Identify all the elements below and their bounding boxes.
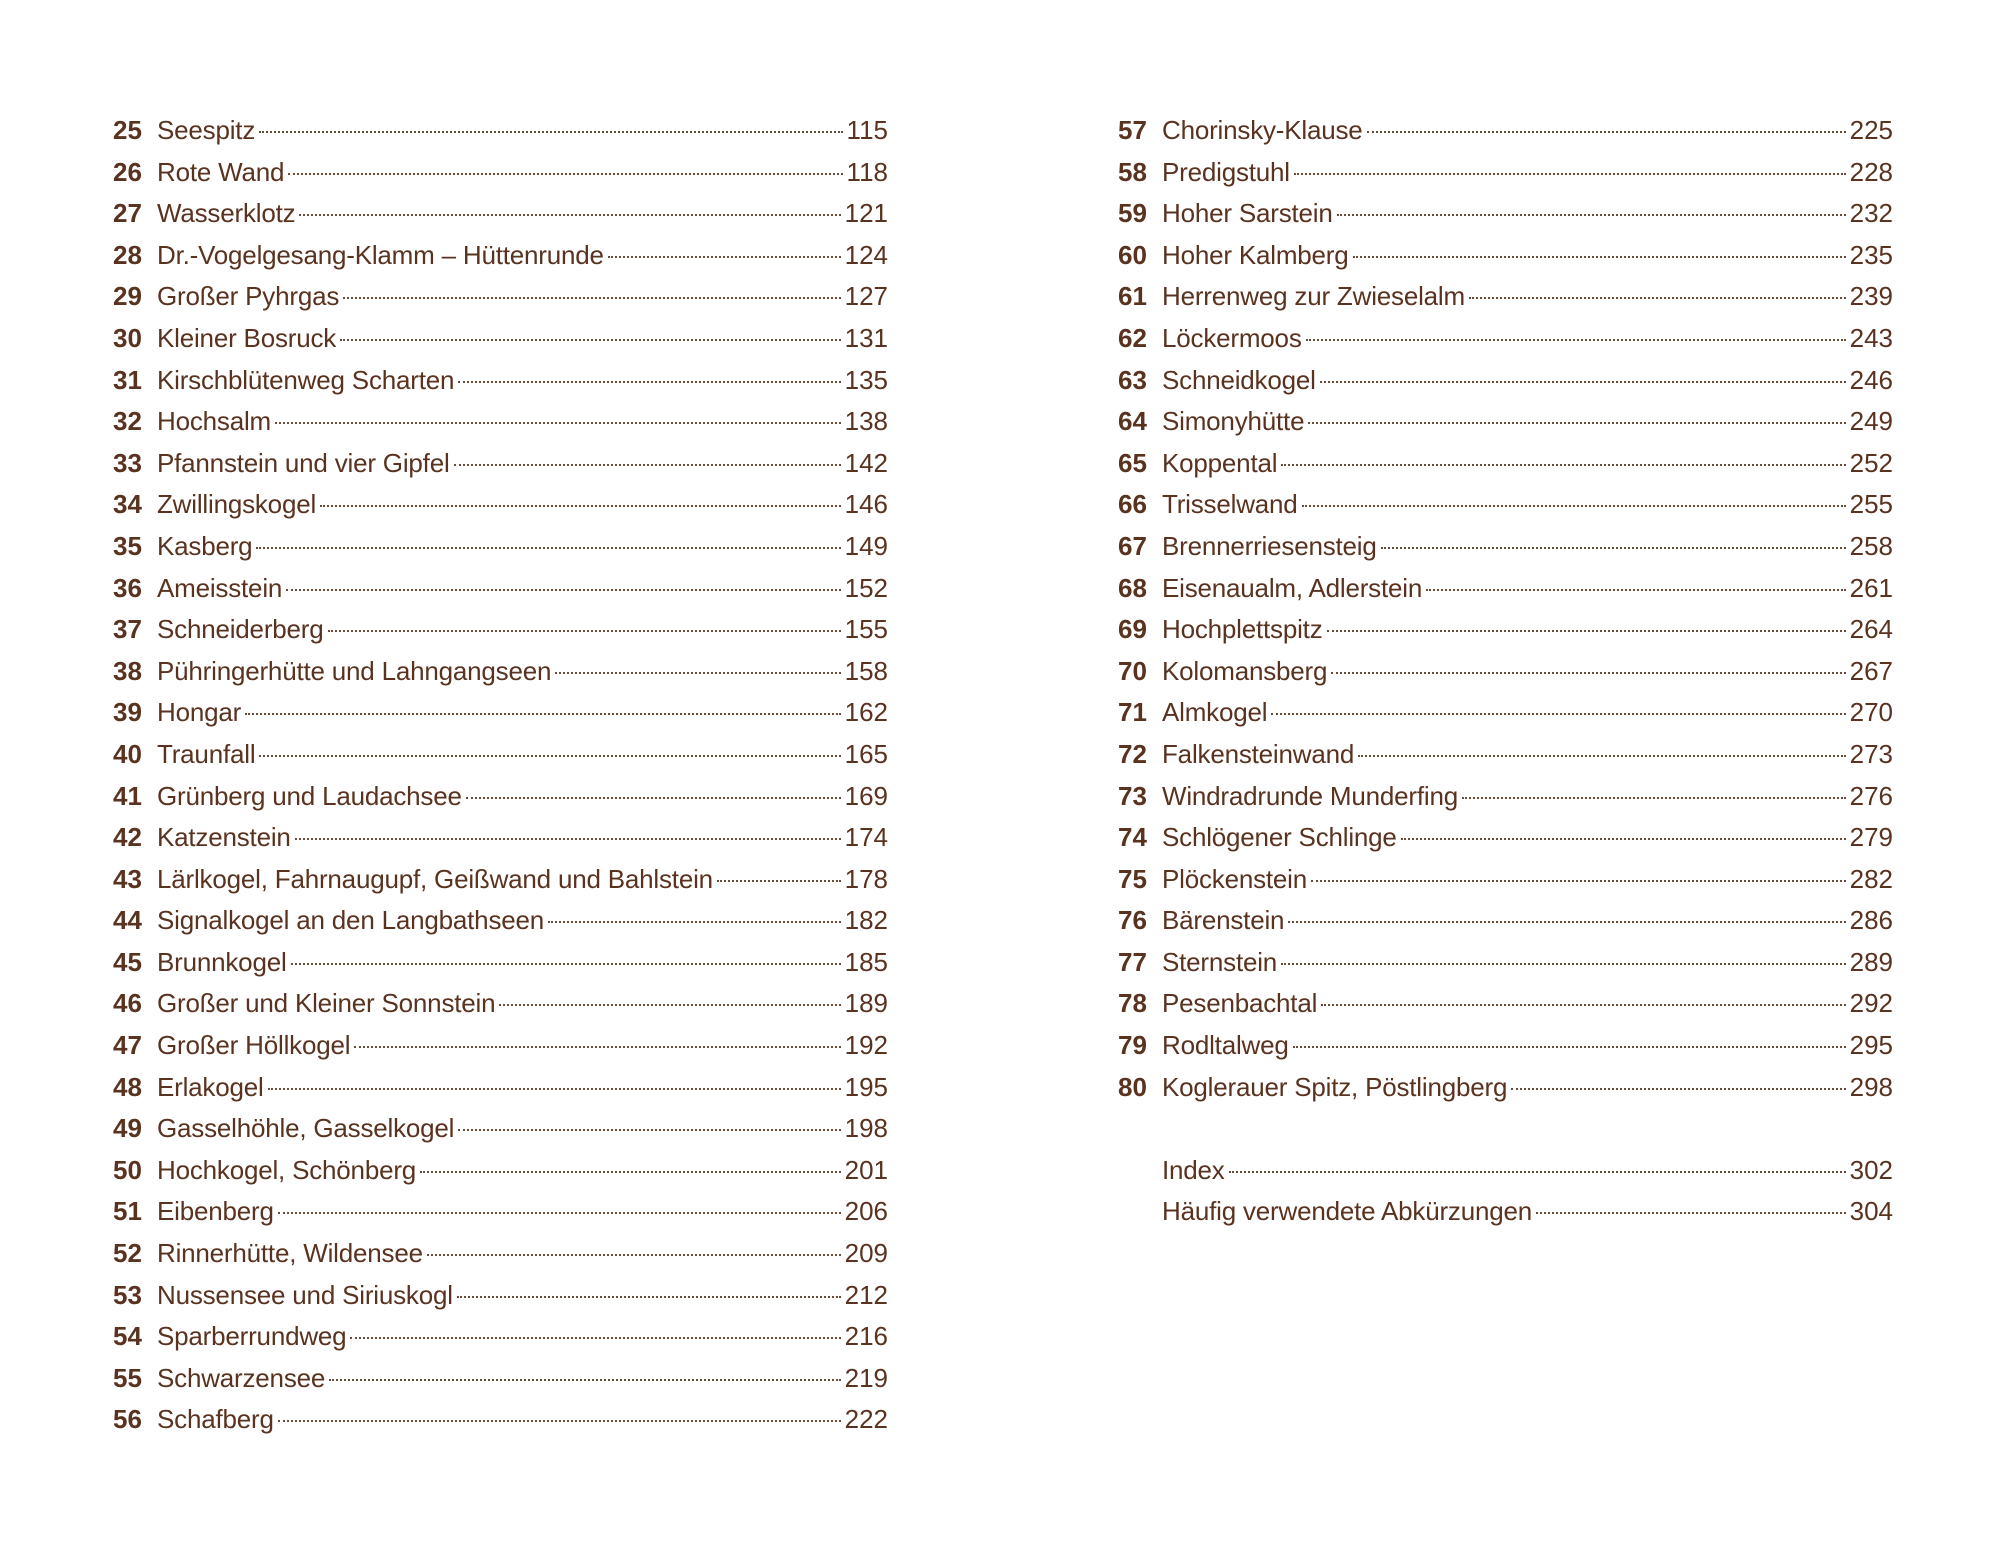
toc-entry[interactable] [113,401,888,443]
dot-leader [1469,297,1846,299]
entry-title: Brunnkogel [157,946,287,977]
dot-leader [420,1171,841,1173]
dot-leader [1337,214,1846,216]
entry-page-number: 228 [1849,156,1893,187]
entry-title: Falkensteinwand [1162,738,1355,769]
entry-number: 43 [113,863,142,894]
entry-number: 26 [113,156,142,187]
dot-leader [340,339,841,341]
entry-page-number: 178 [844,863,888,894]
toc-entry[interactable] [113,443,888,485]
toc-entry[interactable] [1118,276,1893,318]
entry-page-number: 209 [844,1238,888,1269]
entry-title: Hochkogel, Schönberg [157,1154,417,1185]
entry-number: 61 [1118,281,1147,312]
dot-leader [256,547,840,549]
toc-entry[interactable] [113,776,888,818]
dot-leader [555,672,840,674]
entry-number: 60 [1118,239,1147,270]
dot-leader [288,173,842,175]
toc-entry[interactable] [113,568,888,610]
entry-number: 50 [113,1154,142,1185]
entry-title: Koppental [1162,447,1278,478]
entry-number: 69 [1118,614,1147,645]
entry-number: 77 [1118,946,1147,977]
entry-title: Trisselwand [1162,489,1298,520]
toc-column-left [113,110,888,1441]
entry-number: 27 [113,198,142,229]
toc-entry[interactable] [113,526,888,568]
entry-number: 79 [1118,1030,1147,1061]
dot-leader [1288,921,1845,923]
dot-leader [329,1379,840,1381]
entry-page-number: 118 [846,156,888,187]
dot-leader [1353,256,1846,258]
toc-entry[interactable] [1118,734,1893,776]
entry-page-number: 162 [844,697,888,728]
entry-title: Kasberg [157,530,253,561]
entry-page-number: 121 [844,198,888,229]
entry-title: Eibenberg [157,1196,274,1227]
entry-number: 71 [1118,697,1147,728]
dot-leader [275,422,841,424]
entry-number: 59 [1118,198,1147,229]
entry-title: Index [1162,1154,1225,1185]
toc-entry[interactable] [113,276,888,318]
entry-number: 44 [113,905,142,936]
toc-appendix-entry[interactable] [1118,1150,1893,1192]
entry-page-number: 146 [844,489,888,520]
toc-entry[interactable] [113,1150,888,1192]
toc-entry[interactable] [113,1067,888,1109]
entry-title: Schlögener Schlinge [1162,822,1397,853]
toc-appendix-entry[interactable] [1118,1191,1893,1233]
entry-title: Seespitz [157,115,256,145]
entry-number: 49 [113,1113,142,1144]
entry-number: 53 [113,1279,142,1310]
entry-page-number: 142 [844,447,888,478]
entry-page-number: 295 [1849,1030,1893,1061]
dot-leader [458,381,840,383]
entry-title: Pesenbachtal [1162,988,1318,1019]
entry-number: 52 [113,1238,142,1269]
entry-title: Hochsalm [157,406,271,437]
entry-page-number: 149 [844,530,888,561]
toc-entry[interactable] [1118,401,1893,443]
dot-leader [1536,1212,1846,1214]
entry-title: Lärlkogel, Fahrnaugupf, Geißwand und Bahlstein [157,863,713,894]
entry-page-number: 222 [844,1404,888,1435]
entry-title: Katzenstein [157,822,291,853]
entry-title: Grünberg und Laudachsee [157,780,462,811]
entry-number: 58 [1118,156,1147,187]
entry-page-number: 127 [844,281,888,312]
toc-entry[interactable] [113,859,888,901]
dot-leader [1401,838,1846,840]
entry-title: Großer Höllkogel [157,1030,351,1061]
entry-title: Signalkogel an den Langbathseen [157,905,545,936]
entry-title: Traunfall [157,738,256,769]
entry-page-number: 169 [844,780,888,811]
toc-entry[interactable] [1118,360,1893,402]
entry-title: Großer und Kleiner Sonnstein [157,988,496,1019]
toc-entry[interactable] [113,360,888,402]
dot-leader [1358,755,1845,757]
entry-number: 47 [113,1030,142,1061]
entry-title: Wasserklotz [157,198,296,229]
toc-entry[interactable] [1118,859,1893,901]
entry-number: 56 [113,1404,142,1435]
dot-leader [1308,422,1845,424]
dot-leader [268,1088,841,1090]
entry-title: Erlakogel [157,1071,264,1102]
entry-title: Großer Pyhrgas [157,281,340,312]
entry-page-number: 243 [1849,322,1893,353]
entry-number: 65 [1118,447,1147,478]
toc-entry[interactable] [1118,526,1893,568]
dot-leader [328,630,841,632]
dot-leader [1381,547,1846,549]
entry-title: Sparberrundweg [157,1321,347,1352]
entry-title: Hongar [157,697,242,728]
entry-page-number: 279 [1849,822,1893,853]
entry-title: Hoher Sarstein [1162,198,1333,229]
entry-number: 55 [113,1362,142,1393]
toc-entry[interactable] [113,484,888,526]
entry-number: 73 [1118,780,1147,811]
entry-page-number: 185 [844,946,888,977]
entry-page-number: 201 [844,1154,888,1185]
dot-leader [1327,630,1846,632]
toc-entry[interactable] [1118,900,1893,942]
toc-entry[interactable] [113,1275,888,1317]
entry-page-number: 249 [1849,406,1893,437]
entry-title: Schafberg [157,1404,274,1435]
entry-number: 36 [113,572,142,603]
dot-leader [278,1420,841,1422]
entry-page-number: 216 [844,1321,888,1352]
entry-title: Schwarzensee [157,1362,326,1393]
toc-column-right [1118,110,1893,1233]
entry-title: Schneidkogel [1162,364,1316,395]
entry-page-number: 198 [844,1113,888,1144]
entry-page-number: 225 [1849,115,1893,145]
entry-page-number: 273 [1849,738,1893,769]
entry-page-number: 232 [1849,198,1893,229]
toc-entry[interactable] [1118,1067,1893,1109]
dot-leader [457,1296,841,1298]
entry-title: Hoher Kalmberg [1162,239,1349,270]
dot-leader [245,713,841,715]
toc-entry[interactable] [1118,817,1893,859]
dot-leader [299,214,840,216]
dot-leader [548,921,841,923]
entry-title: Schneiderberg [157,614,324,645]
entry-title: Kirschblütenweg Scharten [157,364,455,395]
entry-title: Rote Wand [157,156,285,187]
dot-leader [295,838,841,840]
entry-page-number: 302 [1849,1154,1893,1185]
toc-entry[interactable] [113,900,888,942]
dot-leader [320,505,841,507]
toc-entry[interactable] [113,734,888,776]
toc-entry[interactable] [1118,568,1893,610]
entry-page-number: 235 [1849,239,1893,270]
entry-title: Dr.-Vogelgesang-Klamm – Hüttenrunde [157,239,604,270]
entry-title: Löckermoos [1162,322,1302,353]
entry-page-number: 292 [1849,988,1893,1019]
entry-title: Chorinsky-Klause [1162,115,1363,145]
entry-title: Predigstuhl [1162,156,1290,187]
entry-page-number: 131 [844,322,888,353]
entry-page-number: 155 [844,614,888,645]
entry-number: 57 [1118,115,1147,145]
entry-number: 30 [113,322,142,353]
entry-page-number: 189 [844,988,888,1019]
entry-title: Almkogel [1162,697,1268,728]
dot-leader [1229,1171,1846,1173]
entry-page-number: 206 [844,1196,888,1227]
toc-entry[interactable] [1118,983,1893,1025]
dot-leader [1311,880,1846,882]
entry-title: Gasselhöhle, Gasselkogel [157,1113,455,1144]
spacer [1118,1108,1893,1150]
entry-page-number: 255 [1849,489,1893,520]
toc-entry[interactable] [113,983,888,1025]
entry-number: 33 [113,447,142,478]
toc-entry[interactable] [113,1025,888,1067]
entry-title: Ameisstein [157,572,283,603]
dot-leader [1306,339,1846,341]
entry-number: 76 [1118,905,1147,936]
entry-title: Bärenstein [1162,905,1285,936]
entry-title: Sternstein [1162,946,1278,977]
dot-leader [458,1129,840,1131]
dot-leader [1331,672,1845,674]
entry-title: Brennerriesensteig [1162,530,1377,561]
toc-entry[interactable] [1118,776,1893,818]
entry-page-number: 246 [1849,364,1893,395]
entry-title: Hochplettspitz [1162,614,1323,645]
dot-leader [350,1337,840,1339]
toc-entry[interactable] [1118,443,1893,485]
entry-number: 66 [1118,489,1147,520]
toc-entry[interactable] [113,817,888,859]
entry-number: 41 [113,780,142,811]
dot-leader [1281,464,1845,466]
toc-entry[interactable] [113,110,888,152]
entry-number: 38 [113,655,142,686]
entry-number: 67 [1118,530,1147,561]
entry-page-number: 158 [844,655,888,686]
dot-leader [1462,797,1846,799]
dot-leader [1302,505,1846,507]
entry-number: 34 [113,489,142,520]
toc-entry[interactable] [113,1358,888,1400]
toc-entry[interactable] [1118,484,1893,526]
toc-entry[interactable] [113,152,888,194]
entry-number: 37 [113,614,142,645]
entry-page-number: 289 [1849,946,1893,977]
dot-leader [1271,713,1845,715]
toc-entry[interactable] [113,1233,888,1275]
toc-entry[interactable] [1118,318,1893,360]
dot-leader [354,1046,840,1048]
entry-number: 54 [113,1321,142,1352]
toc-entry[interactable] [113,1316,888,1358]
entry-number: 40 [113,738,142,769]
entry-page-number: 212 [844,1279,888,1310]
entry-title: Zwillingskogel [157,489,317,520]
dot-leader [343,297,840,299]
entry-title: Pfannstein und vier Gipfel [157,447,450,478]
toc-entry[interactable] [1118,942,1893,984]
dot-leader [286,589,840,591]
toc-entry[interactable] [113,193,888,235]
entry-number: 63 [1118,364,1147,395]
entry-number: 45 [113,946,142,977]
entry-title: Rodltalweg [1162,1030,1289,1061]
toc-entry[interactable] [1118,609,1893,651]
entry-number: 80 [1118,1071,1147,1102]
dot-leader [1320,381,1846,383]
dot-leader [717,880,841,882]
dot-leader [608,256,841,258]
toc-entry[interactable] [113,609,888,651]
dot-leader [1511,1088,1845,1090]
toc-entry[interactable] [113,318,888,360]
entry-number: 39 [113,697,142,728]
entry-title: Häufig verwendete Abkürzungen [1162,1196,1533,1227]
entry-number: 29 [113,281,142,312]
entry-number: 48 [113,1071,142,1102]
entry-page-number: 239 [1849,281,1893,312]
entry-page-number: 267 [1849,655,1893,686]
dot-leader [1281,963,1846,965]
entry-number: 28 [113,239,142,270]
entry-number: 70 [1118,655,1147,686]
entry-number: 64 [1118,406,1147,437]
toc-entry[interactable] [1118,110,1893,152]
toc-entry[interactable] [1118,651,1893,693]
entry-page-number: 165 [844,738,888,769]
entry-title: Windradrunde Munderfing [1162,780,1459,811]
entry-title: Rinnerhütte, Wildensee [157,1238,423,1269]
toc-entry[interactable] [1118,193,1893,235]
entry-title: Pühringerhütte und Lahngangseen [157,655,552,686]
entry-page-number: 276 [1849,780,1893,811]
toc-entry[interactable] [113,651,888,693]
dot-leader [1294,173,1846,175]
entry-page-number: 192 [844,1030,888,1061]
dot-leader [466,797,841,799]
entry-title: Plöckenstein [1162,863,1308,894]
toc-entry[interactable] [113,1191,888,1233]
toc-entry[interactable] [1118,152,1893,194]
entry-page-number: 182 [844,905,888,936]
entry-page-number: 219 [844,1362,888,1393]
dot-leader [259,755,840,757]
entry-number: 62 [1118,322,1147,353]
dot-leader [454,464,841,466]
entry-number: 25 [113,115,142,145]
dot-leader [499,1004,840,1006]
toc-entry[interactable] [1118,692,1893,734]
entry-number: 35 [113,530,142,561]
entry-number: 68 [1118,572,1147,603]
entry-page-number: 264 [1849,614,1893,645]
entry-title: Kleiner Bosruck [157,322,337,353]
dot-leader [1426,589,1846,591]
entry-title: Eisenaualm, Adlerstein [1162,572,1423,603]
entry-number: 32 [113,406,142,437]
toc-entry[interactable] [113,1108,888,1150]
toc-entry[interactable] [1118,235,1893,277]
dot-leader [259,131,842,133]
toc-entry[interactable] [113,692,888,734]
toc-entry[interactable] [1118,1025,1893,1067]
entry-number: 31 [113,364,142,395]
entry-number: 74 [1118,822,1147,853]
entry-page-number: 282 [1849,863,1893,894]
entry-page-number: 152 [844,572,888,603]
entry-title: Nussensee und Siriuskogl [157,1279,453,1310]
entry-page-number: 286 [1849,905,1893,936]
entry-number: 42 [113,822,142,853]
dot-leader [291,963,841,965]
entry-page-number: 135 [844,364,888,395]
entry-page-number: 174 [844,822,888,853]
toc-entry[interactable] [113,235,888,277]
toc-entry[interactable] [113,942,888,984]
entry-page-number: 258 [1849,530,1893,561]
entry-page-number: 195 [844,1071,888,1102]
entry-page-number: 304 [1849,1196,1893,1227]
dot-leader [1321,1004,1845,1006]
entry-page-number: 298 [1849,1071,1893,1102]
toc-entry[interactable] [113,1399,888,1441]
dot-leader [278,1212,841,1214]
entry-number: 72 [1118,738,1147,769]
entry-number: 75 [1118,863,1147,894]
entry-number: 78 [1118,988,1147,1019]
entry-title: Koglerauer Spitz, Pöstlingberg [1162,1071,1508,1102]
entry-page-number: 270 [1849,697,1893,728]
entry-page-number: 124 [844,239,888,270]
dot-leader [427,1254,841,1256]
dot-leader [1367,131,1846,133]
entry-page-number: 138 [844,406,888,437]
entry-title: Herrenweg zur Zwieselalm [1162,281,1465,312]
entry-number: 51 [113,1196,142,1227]
entry-title: Kolomansberg [1162,655,1328,686]
entry-title: Simonyhütte [1162,406,1305,437]
entry-number: 46 [113,988,142,1019]
entry-page-number: 252 [1849,447,1893,478]
dot-leader [1293,1046,1846,1048]
entry-page-number: 115 [846,115,888,145]
entry-page-number: 261 [1849,572,1893,603]
